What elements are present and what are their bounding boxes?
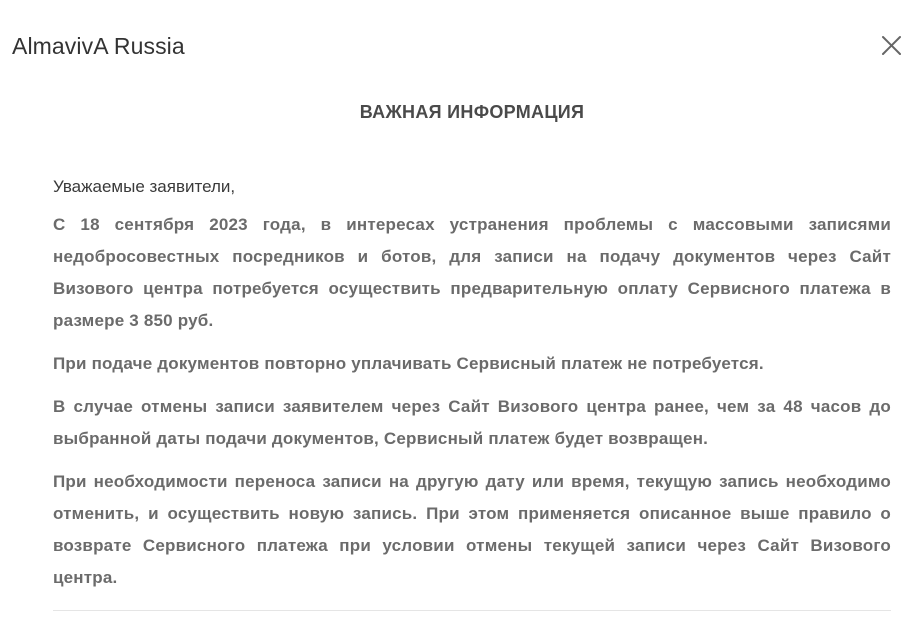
greeting-text: Уважаемые заявители, bbox=[53, 177, 236, 196]
notice-paragraph: С 18 сентября 2023 года, в интересах устранения проблемы с массовыми записями недобросовестных посредников и ботов, для записи на подачу документов через Сайт Визового центра потребуется осуществить предварительную оплату Сервисного платежа в размере 3 850 руб. bbox=[53, 215, 891, 330]
close-button[interactable] bbox=[878, 32, 906, 60]
notice-paragraph: В случае отмены записи заявителем через Сайт Визового центра ранее, чем за 48 часов до выбранной даты подачи документов, Сервисный платеж будет возвращен. bbox=[53, 397, 891, 448]
modal-title: AlmavivA Russia bbox=[12, 33, 185, 59]
footer-divider bbox=[53, 610, 891, 611]
modal-body bbox=[53, 100, 891, 594]
notice-heading: ВАЖНАЯ ИНФОРМАЦИЯ bbox=[359, 102, 585, 122]
close-icon bbox=[878, 32, 906, 60]
modal-header bbox=[0, 0, 918, 90]
notice-paragraph: При подаче документов повторно уплачивать Сервисный платеж не потребуется. bbox=[53, 354, 764, 373]
notice-paragraph: При необходимости переноса записи на другую дату или время, текущую запись необходимо отменить, и осуществить новую запись. При этом применяется описанное выше правило о возврате Сервисного платежа при условии отмены текущей записи через Сайт Визового центра. bbox=[53, 472, 891, 587]
